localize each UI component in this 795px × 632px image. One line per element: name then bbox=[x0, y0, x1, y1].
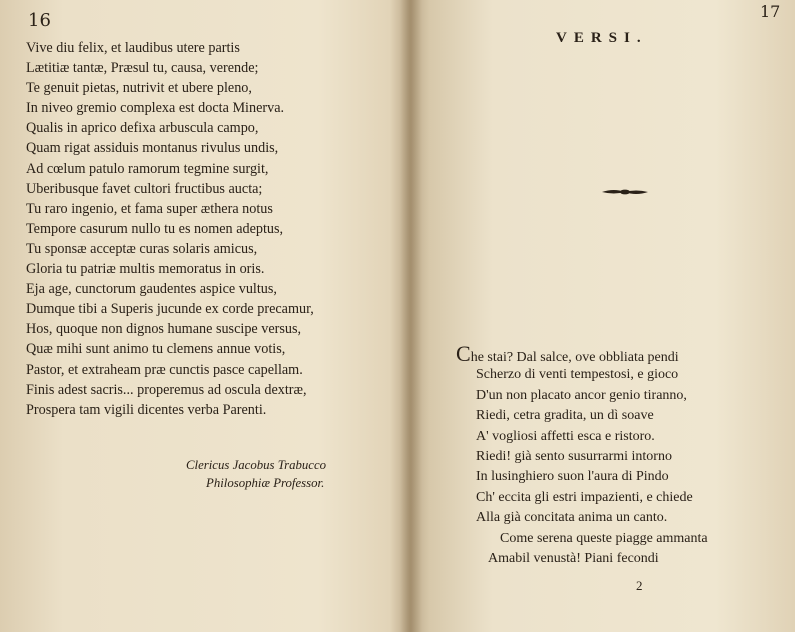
verse-line: Amabil venustà! Piani fecondi bbox=[488, 550, 659, 566]
verse-line: Ad cœlum patulo ramorum tegmine surgit, bbox=[26, 160, 269, 177]
verse-line: Prospera tam vigili dicentes verba Parenti. bbox=[26, 401, 267, 418]
verse-line: Vive diu felix, et laudibus utere partis bbox=[26, 40, 240, 56]
right-page-number: 17 bbox=[760, 2, 781, 21]
left-page-verse bbox=[26, 38, 314, 420]
verse-line: Uberibusque favet cultori fructibus aucta; bbox=[26, 180, 263, 197]
verse-line: Scherzo di venti tempestosi, e gioco bbox=[476, 367, 679, 383]
left-page-number: 16 bbox=[28, 10, 51, 31]
verse-line: Tu raro ingenio, et fama super æthera notus bbox=[26, 200, 273, 217]
verse-line: Eja age, cunctorum gaudentes aspice vultus, bbox=[26, 281, 277, 298]
page-heading: VERSI. bbox=[556, 30, 648, 46]
verse-line: Hos, quoque non dignos humane suscipe versus, bbox=[26, 321, 302, 338]
verse-line: Riedi, cetra gradita, un dì soave bbox=[476, 408, 654, 424]
verse-line-first-text: he stai? Dal salce, ove obbliata pendi bbox=[470, 350, 679, 365]
right-page-verse bbox=[456, 341, 708, 569]
signature-name: Clericus Jacobus Trabucco bbox=[186, 458, 327, 472]
verse-line: Finis adest sacris... properemus ad oscula dextræ, bbox=[26, 381, 307, 398]
verse-line: Quam rigat assiduis montanus rivulus undis, bbox=[26, 140, 279, 157]
verse-line-first bbox=[456, 341, 708, 366]
verse-line: Riedi! già sento susurrarmi intorno bbox=[476, 448, 672, 464]
verse-line: In niveo gremio complexa est docta Minerva. bbox=[26, 100, 285, 117]
verse-line: Come serena queste piagge ammanta bbox=[500, 530, 708, 546]
verse-line: Alla già concitata anima un canto. bbox=[476, 510, 668, 526]
verse-line: Quæ mihi sunt animo tu clemens annue votis, bbox=[26, 341, 286, 358]
drop-cap: C bbox=[456, 341, 471, 366]
verse-line: A' vogliosi affetti esca e ristoro. bbox=[476, 428, 655, 444]
verse-line: Pastor, et extraheam præ cunctis pasce capellam. bbox=[26, 361, 303, 378]
gathering-signature-mark: 2 bbox=[636, 578, 643, 593]
ornament-icon bbox=[600, 186, 650, 198]
signature-title: Philosophiæ Professor. bbox=[206, 476, 325, 490]
author-signature bbox=[186, 456, 366, 492]
verse-line: Tempore casurum nullo tu es nomen adeptus, bbox=[26, 220, 284, 237]
verse-line: In lusinghiero suon l'aura di Pindo bbox=[476, 469, 669, 485]
verse-line: Dumque tibi a Superis jucunde ex corde precamur, bbox=[26, 301, 314, 318]
verse-line: Qualis in aprico defixa arbuscula campo, bbox=[26, 120, 259, 137]
verse-line: Gloria tu patriæ multis memoratus in oris. bbox=[26, 261, 265, 278]
verse-line: Ch' eccita gli estri impazienti, e chiede bbox=[476, 489, 693, 505]
verse-line: Tu sponsæ acceptæ curas solaris amicus, bbox=[26, 240, 258, 257]
book-gutter bbox=[400, 0, 422, 632]
verse-line: D'un non placato ancor genio tiranno, bbox=[476, 387, 687, 403]
verse-line: Lætitiæ tantæ, Præsul tu, causa, verende; bbox=[26, 60, 259, 77]
verse-line: Te genuit pietas, nutrivit et ubere pleno, bbox=[26, 80, 252, 97]
